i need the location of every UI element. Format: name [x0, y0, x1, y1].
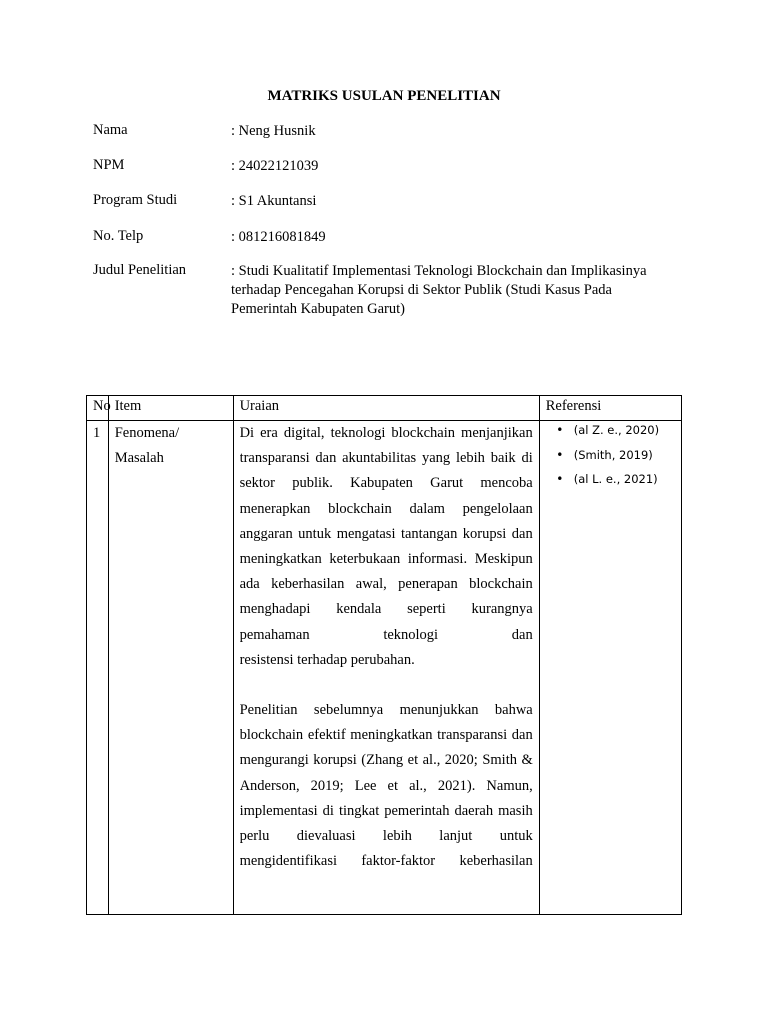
- research-matrix-table: [86, 395, 682, 915]
- reference-text: (Smith, 2019): [573, 447, 653, 462]
- field-label-nama: Nama: [93, 122, 128, 138]
- uraian-paragraph-1-body: Di era digital, teknologi blockchain menjanjikan transparansi dan akuntabilitas yang lebih baik di sektor publik. Kabupaten Garut mencoba menerapkan blockchain dalam pengelolaan anggaran untuk mengatasi tantangan korupsi dan meningkatkan keterbukaan informasi. Meskipun ada keberhasilan awal, penerapan blockchain menghadapi kendala seperti kurangnya pemahaman teknologi dan: [239, 425, 533, 643]
- header-item: Item: [108, 396, 233, 421]
- field-value-judul-penelitian: : Studi Kualitatif Implementasi Teknologi Blockchain dan Implikasinya terhadap Pencegahan Korupsi di Sektor Publik (Studi Kasus Pada Pemerintah Kabupaten Garut): [231, 263, 647, 317]
- bullet-icon: •: [556, 472, 564, 486]
- list-item: [546, 421, 675, 446]
- field-label-judul-penelitian: Judul Penelitian: [93, 262, 187, 278]
- bullet-icon: •: [556, 447, 564, 462]
- field-label-program-studi: Program Studi: [93, 192, 178, 208]
- header-uraian: Uraian: [233, 396, 539, 421]
- bullet-icon: •: [556, 423, 564, 437]
- uraian-content: [240, 421, 533, 914]
- uraian-paragraph-2: Penelitian sebelumnya menunjukkan bahwa blockchain efektif meningkatkan transparansi dan mengurangi korupsi (Zhang et al., 2020; Smith & Anderson, 2019; Lee et al., 2021). Namun, implementasi di tingkat pemerintah daerah masih perlu dievaluasi lebih lanjut untuk mengidentifikasi faktor-faktor keberhasilan: [239, 702, 533, 870]
- reference-list: [546, 421, 675, 495]
- header-no: No: [87, 396, 109, 421]
- row-item: [108, 421, 233, 915]
- paragraph-gap: [240, 673, 533, 698]
- uraian-paragraph-1: [240, 421, 533, 673]
- uraian-paragraph-1-last-line: resistensi terhadap perubahan.: [239, 651, 415, 668]
- row-item-line1: Fenomena/: [114, 425, 180, 441]
- row-uraian: [233, 421, 539, 915]
- table-header-row: [87, 396, 682, 421]
- field-label-npm: NPM: [93, 157, 125, 173]
- row-no: 1: [87, 421, 109, 915]
- field-value-nama: : Neng Husnik: [231, 123, 316, 139]
- header-referensi: Referensi: [539, 396, 681, 421]
- field-value-npm: : 24022121039: [231, 158, 319, 174]
- reference-text: (al L. e., 2021): [573, 472, 658, 486]
- list-item: [546, 470, 675, 495]
- list-item: [546, 446, 675, 471]
- row-referensi: [539, 421, 681, 915]
- field-label-no-telp: No. Telp: [93, 228, 144, 244]
- field-value-no-telp: : 081216081849: [231, 229, 326, 245]
- document-title: MATRIKS USULAN PENELITIAN: [267, 88, 501, 104]
- row-item-line2: Masalah: [114, 450, 164, 466]
- table-row: [87, 421, 682, 915]
- reference-text: (al Z. e., 2020): [573, 423, 660, 437]
- field-value-program-studi: : S1 Akuntansi: [231, 193, 317, 209]
